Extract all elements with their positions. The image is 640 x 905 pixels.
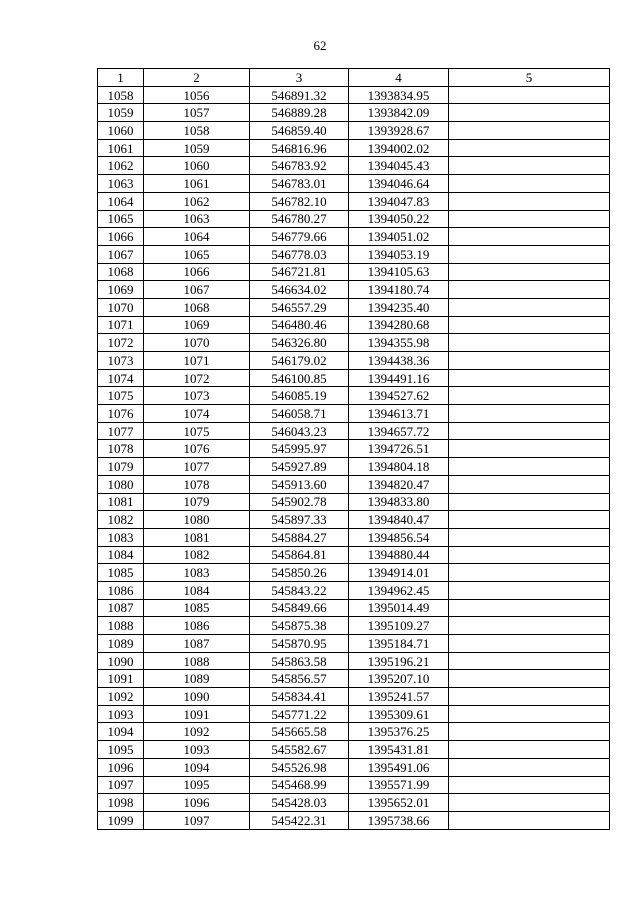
table-row	[98, 175, 610, 193]
point-number-cell: 1082	[98, 511, 144, 529]
point-number-cell: 1085	[98, 564, 144, 582]
x-coordinate-cell: 546480.46	[250, 316, 349, 334]
table-row	[98, 458, 610, 476]
point-number-cell: 1084	[98, 546, 144, 564]
x-coordinate-cell: 545902.78	[250, 493, 349, 511]
point-number-cell: 1090	[98, 652, 144, 670]
y-coordinate-cell: 1395309.61	[349, 705, 449, 723]
previous-point-cell: 1075	[144, 422, 250, 440]
previous-point-cell: 1097	[144, 811, 250, 829]
y-coordinate-cell: 1394914.01	[349, 564, 449, 582]
note-cell	[449, 316, 610, 334]
table-row	[98, 157, 610, 175]
table-row	[98, 581, 610, 599]
table-row	[98, 210, 610, 228]
x-coordinate-cell: 546634.02	[250, 281, 349, 299]
previous-point-cell: 1057	[144, 104, 250, 122]
point-number-cell: 1078	[98, 440, 144, 458]
previous-point-cell: 1068	[144, 298, 250, 316]
table-row	[98, 723, 610, 741]
table-row	[98, 758, 610, 776]
note-cell	[449, 192, 610, 210]
point-number-cell: 1076	[98, 405, 144, 423]
y-coordinate-cell: 1395014.49	[349, 599, 449, 617]
previous-point-cell: 1093	[144, 741, 250, 759]
x-coordinate-cell: 545995.97	[250, 440, 349, 458]
note-cell	[449, 387, 610, 405]
x-coordinate-cell: 546778.03	[250, 245, 349, 263]
table-row	[98, 352, 610, 370]
x-coordinate-cell: 545665.58	[250, 723, 349, 741]
note-cell	[449, 493, 610, 511]
point-number-cell: 1098	[98, 794, 144, 812]
note-cell	[449, 104, 610, 122]
x-coordinate-cell: 546779.66	[250, 228, 349, 246]
point-number-cell: 1063	[98, 175, 144, 193]
x-coordinate-cell: 545927.89	[250, 458, 349, 476]
point-number-cell: 1065	[98, 210, 144, 228]
table-row	[98, 122, 610, 140]
y-coordinate-cell: 1394804.18	[349, 458, 449, 476]
point-number-cell: 1087	[98, 599, 144, 617]
note-cell	[449, 723, 610, 741]
x-coordinate-cell: 546043.23	[250, 422, 349, 440]
x-coordinate-cell: 545850.26	[250, 564, 349, 582]
x-coordinate-cell: 546889.28	[250, 104, 349, 122]
y-coordinate-cell: 1393928.67	[349, 122, 449, 140]
table-row	[98, 334, 610, 352]
x-coordinate-cell: 545526.98	[250, 758, 349, 776]
table-row	[98, 281, 610, 299]
y-coordinate-cell: 1394047.83	[349, 192, 449, 210]
y-coordinate-cell: 1395184.71	[349, 635, 449, 653]
y-coordinate-cell: 1394105.63	[349, 263, 449, 281]
note-cell	[449, 741, 610, 759]
previous-point-cell: 1084	[144, 581, 250, 599]
note-cell	[449, 86, 610, 104]
table-row	[98, 139, 610, 157]
point-number-cell: 1067	[98, 245, 144, 263]
y-coordinate-cell: 1394050.22	[349, 210, 449, 228]
column-header-1: 1	[98, 69, 144, 87]
y-coordinate-cell: 1394856.54	[349, 528, 449, 546]
note-cell	[449, 458, 610, 476]
point-number-cell: 1088	[98, 617, 144, 635]
y-coordinate-cell: 1394053.19	[349, 245, 449, 263]
note-cell	[449, 440, 610, 458]
x-coordinate-cell: 545875.38	[250, 617, 349, 635]
point-number-cell: 1077	[98, 422, 144, 440]
previous-point-cell: 1060	[144, 157, 250, 175]
x-coordinate-cell: 546780.27	[250, 210, 349, 228]
point-number-cell: 1058	[98, 86, 144, 104]
previous-point-cell: 1096	[144, 794, 250, 812]
point-number-cell: 1059	[98, 104, 144, 122]
previous-point-cell: 1072	[144, 369, 250, 387]
note-cell	[449, 581, 610, 599]
table-row	[98, 440, 610, 458]
table-row	[98, 564, 610, 582]
previous-point-cell: 1091	[144, 705, 250, 723]
y-coordinate-cell: 1394491.16	[349, 369, 449, 387]
point-number-cell: 1094	[98, 723, 144, 741]
note-cell	[449, 298, 610, 316]
column-header-5: 5	[449, 69, 610, 87]
previous-point-cell: 1074	[144, 405, 250, 423]
table-row	[98, 422, 610, 440]
y-coordinate-cell: 1394180.74	[349, 281, 449, 299]
note-cell	[449, 405, 610, 423]
table-row	[98, 811, 610, 829]
note-cell	[449, 263, 610, 281]
table-row	[98, 794, 610, 812]
previous-point-cell: 1073	[144, 387, 250, 405]
x-coordinate-cell: 545834.41	[250, 688, 349, 706]
table-body	[98, 86, 610, 829]
point-number-cell: 1095	[98, 741, 144, 759]
point-number-cell: 1099	[98, 811, 144, 829]
note-cell	[449, 599, 610, 617]
y-coordinate-cell: 1394046.64	[349, 175, 449, 193]
point-number-cell: 1070	[98, 298, 144, 316]
previous-point-cell: 1065	[144, 245, 250, 263]
point-number-cell: 1089	[98, 635, 144, 653]
note-cell	[449, 511, 610, 529]
y-coordinate-cell: 1395571.99	[349, 776, 449, 794]
previous-point-cell: 1080	[144, 511, 250, 529]
note-cell	[449, 652, 610, 670]
point-number-cell: 1061	[98, 139, 144, 157]
note-cell	[449, 334, 610, 352]
previous-point-cell: 1087	[144, 635, 250, 653]
x-coordinate-cell: 546783.92	[250, 157, 349, 175]
x-coordinate-cell: 546782.10	[250, 192, 349, 210]
y-coordinate-cell: 1394880.44	[349, 546, 449, 564]
y-coordinate-cell: 1394235.40	[349, 298, 449, 316]
y-coordinate-cell: 1394045.43	[349, 157, 449, 175]
table-row	[98, 86, 610, 104]
note-cell	[449, 811, 610, 829]
note-cell	[449, 228, 610, 246]
point-number-cell: 1075	[98, 387, 144, 405]
x-coordinate-cell: 546557.29	[250, 298, 349, 316]
y-coordinate-cell: 1394280.68	[349, 316, 449, 334]
note-cell	[449, 617, 610, 635]
point-number-cell: 1062	[98, 157, 144, 175]
x-coordinate-cell: 545870.95	[250, 635, 349, 653]
previous-point-cell: 1061	[144, 175, 250, 193]
previous-point-cell: 1095	[144, 776, 250, 794]
point-number-cell: 1073	[98, 352, 144, 370]
point-number-cell: 1060	[98, 122, 144, 140]
previous-point-cell: 1066	[144, 263, 250, 281]
table-row	[98, 511, 610, 529]
previous-point-cell: 1078	[144, 475, 250, 493]
x-coordinate-cell: 545913.60	[250, 475, 349, 493]
note-cell	[449, 352, 610, 370]
note-cell	[449, 157, 610, 175]
x-coordinate-cell: 546058.71	[250, 405, 349, 423]
point-number-cell: 1068	[98, 263, 144, 281]
previous-point-cell: 1058	[144, 122, 250, 140]
table-row	[98, 705, 610, 723]
note-cell	[449, 139, 610, 157]
table-row	[98, 475, 610, 493]
y-coordinate-cell: 1394726.51	[349, 440, 449, 458]
y-coordinate-cell: 1395376.25	[349, 723, 449, 741]
y-coordinate-cell: 1393842.09	[349, 104, 449, 122]
point-number-cell: 1079	[98, 458, 144, 476]
note-cell	[449, 210, 610, 228]
table-row	[98, 104, 610, 122]
table-row	[98, 652, 610, 670]
table-row	[98, 228, 610, 246]
table-row	[98, 192, 610, 210]
y-coordinate-cell: 1395207.10	[349, 670, 449, 688]
x-coordinate-cell: 546326.80	[250, 334, 349, 352]
y-coordinate-cell: 1394840.47	[349, 511, 449, 529]
note-cell	[449, 528, 610, 546]
y-coordinate-cell: 1395109.27	[349, 617, 449, 635]
previous-point-cell: 1086	[144, 617, 250, 635]
y-coordinate-cell: 1395738.66	[349, 811, 449, 829]
table-row	[98, 528, 610, 546]
x-coordinate-cell: 546179.02	[250, 352, 349, 370]
column-header-2: 2	[144, 69, 250, 87]
table-row	[98, 263, 610, 281]
x-coordinate-cell: 545428.03	[250, 794, 349, 812]
previous-point-cell: 1063	[144, 210, 250, 228]
coordinates-table	[97, 68, 610, 830]
previous-point-cell: 1070	[144, 334, 250, 352]
page-number: 62	[313, 38, 327, 53]
y-coordinate-cell: 1394962.45	[349, 581, 449, 599]
note-cell	[449, 705, 610, 723]
note-cell	[449, 794, 610, 812]
y-coordinate-cell: 1395431.81	[349, 741, 449, 759]
point-number-cell: 1096	[98, 758, 144, 776]
note-cell	[449, 564, 610, 582]
y-coordinate-cell: 1395196.21	[349, 652, 449, 670]
point-number-cell: 1071	[98, 316, 144, 334]
note-cell	[449, 635, 610, 653]
point-number-cell: 1080	[98, 475, 144, 493]
table-header-row	[98, 69, 610, 87]
table-row	[98, 245, 610, 263]
previous-point-cell: 1079	[144, 493, 250, 511]
previous-point-cell: 1067	[144, 281, 250, 299]
point-number-cell: 1064	[98, 192, 144, 210]
table-row	[98, 617, 610, 635]
x-coordinate-cell: 546891.32	[250, 86, 349, 104]
note-cell	[449, 175, 610, 193]
y-coordinate-cell: 1394002.02	[349, 139, 449, 157]
table-row	[98, 635, 610, 653]
previous-point-cell: 1076	[144, 440, 250, 458]
y-coordinate-cell: 1394657.72	[349, 422, 449, 440]
previous-point-cell: 1089	[144, 670, 250, 688]
note-cell	[449, 670, 610, 688]
table-row	[98, 493, 610, 511]
note-cell	[449, 422, 610, 440]
point-number-cell: 1072	[98, 334, 144, 352]
note-cell	[449, 281, 610, 299]
x-coordinate-cell: 545422.31	[250, 811, 349, 829]
x-coordinate-cell: 545843.22	[250, 581, 349, 599]
previous-point-cell: 1094	[144, 758, 250, 776]
note-cell	[449, 245, 610, 263]
previous-point-cell: 1077	[144, 458, 250, 476]
x-coordinate-cell: 546100.85	[250, 369, 349, 387]
x-coordinate-cell: 545582.67	[250, 741, 349, 759]
previous-point-cell: 1081	[144, 528, 250, 546]
point-number-cell: 1093	[98, 705, 144, 723]
note-cell	[449, 475, 610, 493]
x-coordinate-cell: 546721.81	[250, 263, 349, 281]
note-cell	[449, 688, 610, 706]
previous-point-cell: 1082	[144, 546, 250, 564]
point-number-cell: 1097	[98, 776, 144, 794]
previous-point-cell: 1083	[144, 564, 250, 582]
x-coordinate-cell: 545863.58	[250, 652, 349, 670]
column-header-4: 4	[349, 69, 449, 87]
table-row	[98, 688, 610, 706]
x-coordinate-cell: 546085.19	[250, 387, 349, 405]
table-row	[98, 369, 610, 387]
note-cell	[449, 546, 610, 564]
x-coordinate-cell: 545864.81	[250, 546, 349, 564]
y-coordinate-cell: 1395491.06	[349, 758, 449, 776]
x-coordinate-cell: 546859.40	[250, 122, 349, 140]
column-header-3: 3	[250, 69, 349, 87]
note-cell	[449, 122, 610, 140]
y-coordinate-cell: 1395652.01	[349, 794, 449, 812]
point-number-cell: 1086	[98, 581, 144, 599]
x-coordinate-cell: 545884.27	[250, 528, 349, 546]
x-coordinate-cell: 545897.33	[250, 511, 349, 529]
table-row	[98, 298, 610, 316]
point-number-cell: 1091	[98, 670, 144, 688]
point-number-cell: 1066	[98, 228, 144, 246]
y-coordinate-cell: 1394051.02	[349, 228, 449, 246]
table-row	[98, 670, 610, 688]
table-row	[98, 387, 610, 405]
table-row	[98, 316, 610, 334]
x-coordinate-cell: 545771.22	[250, 705, 349, 723]
y-coordinate-cell: 1394527.62	[349, 387, 449, 405]
previous-point-cell: 1062	[144, 192, 250, 210]
x-coordinate-cell: 545856.57	[250, 670, 349, 688]
previous-point-cell: 1092	[144, 723, 250, 741]
previous-point-cell: 1090	[144, 688, 250, 706]
note-cell	[449, 369, 610, 387]
table-row	[98, 546, 610, 564]
previous-point-cell: 1059	[144, 139, 250, 157]
point-number-cell: 1074	[98, 369, 144, 387]
x-coordinate-cell: 546816.96	[250, 139, 349, 157]
x-coordinate-cell: 545849.66	[250, 599, 349, 617]
y-coordinate-cell: 1394820.47	[349, 475, 449, 493]
table-row	[98, 741, 610, 759]
note-cell	[449, 776, 610, 794]
previous-point-cell: 1064	[144, 228, 250, 246]
point-number-cell: 1081	[98, 493, 144, 511]
y-coordinate-cell: 1394438.36	[349, 352, 449, 370]
table-row	[98, 599, 610, 617]
table-row	[98, 405, 610, 423]
note-cell	[449, 758, 610, 776]
y-coordinate-cell: 1394833.80	[349, 493, 449, 511]
previous-point-cell: 1085	[144, 599, 250, 617]
table-row	[98, 776, 610, 794]
previous-point-cell: 1071	[144, 352, 250, 370]
y-coordinate-cell: 1394355.98	[349, 334, 449, 352]
point-number-cell: 1092	[98, 688, 144, 706]
previous-point-cell: 1056	[144, 86, 250, 104]
previous-point-cell: 1069	[144, 316, 250, 334]
point-number-cell: 1069	[98, 281, 144, 299]
x-coordinate-cell: 545468.99	[250, 776, 349, 794]
y-coordinate-cell: 1395241.57	[349, 688, 449, 706]
point-number-cell: 1083	[98, 528, 144, 546]
y-coordinate-cell: 1393834.95	[349, 86, 449, 104]
y-coordinate-cell: 1394613.71	[349, 405, 449, 423]
previous-point-cell: 1088	[144, 652, 250, 670]
x-coordinate-cell: 546783.01	[250, 175, 349, 193]
